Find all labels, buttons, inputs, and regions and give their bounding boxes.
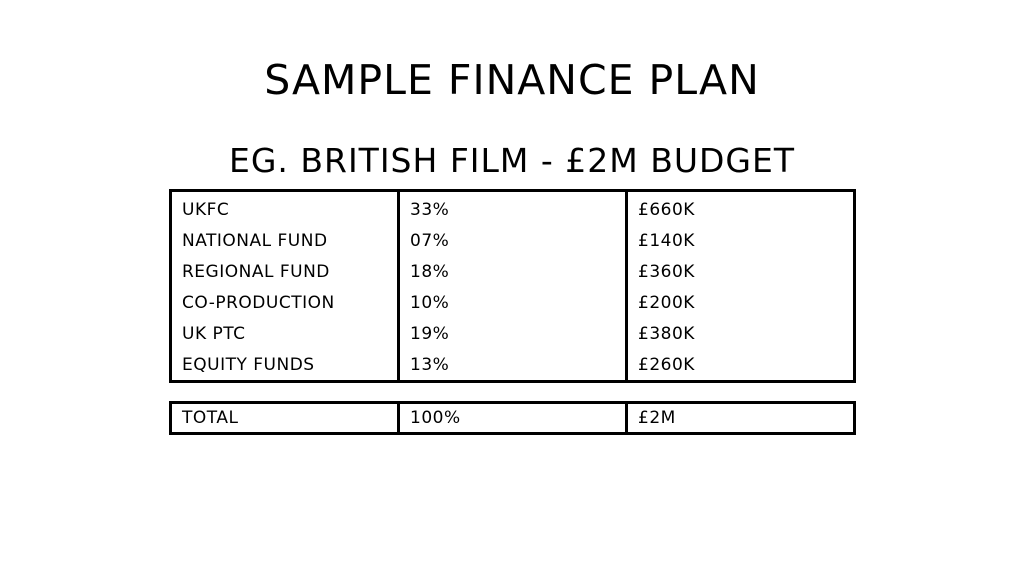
percent-cell: 33% <box>399 191 627 226</box>
page-subtitle: EG. BRITISH FILM - £2M BUDGET <box>228 141 796 180</box>
total-amount-cell: £2M <box>627 403 855 434</box>
percent-cell: 10% <box>399 287 627 318</box>
source-cell: CO-PRODUCTION <box>182 292 335 313</box>
total-label-cell: TOTAL <box>182 408 239 428</box>
source-cell: EQUITY FUNDS <box>182 354 315 375</box>
amount-cell: £140K <box>627 225 855 256</box>
source-cell: UKFC <box>182 199 230 220</box>
source-cell: REGIONAL FUND <box>182 261 330 282</box>
percent-cell: 13% <box>399 349 627 382</box>
percent-cell: 07% <box>399 225 627 256</box>
source-cell: UK PTC <box>182 323 246 344</box>
table-row <box>171 318 855 349</box>
amount-cell: £380K <box>627 318 855 349</box>
amount-cell: £200K <box>627 287 855 318</box>
percent-cell: 18% <box>399 256 627 287</box>
source-cell: NATIONAL FUND <box>182 230 328 251</box>
table-row <box>171 349 855 382</box>
total-table <box>169 401 856 435</box>
total-row <box>171 403 855 434</box>
page-title: SAMPLE FINANCE PLAN <box>264 56 760 104</box>
amount-cell: £260K <box>627 349 855 382</box>
table-row <box>171 225 855 256</box>
percent-cell: 19% <box>399 318 627 349</box>
table-row <box>171 287 855 318</box>
total-percent-cell: 100% <box>399 403 627 434</box>
finance-plan-table <box>169 189 856 383</box>
table-row <box>171 256 855 287</box>
amount-cell: £360K <box>627 256 855 287</box>
table-row <box>171 191 855 226</box>
amount-cell: £660K <box>627 191 855 226</box>
